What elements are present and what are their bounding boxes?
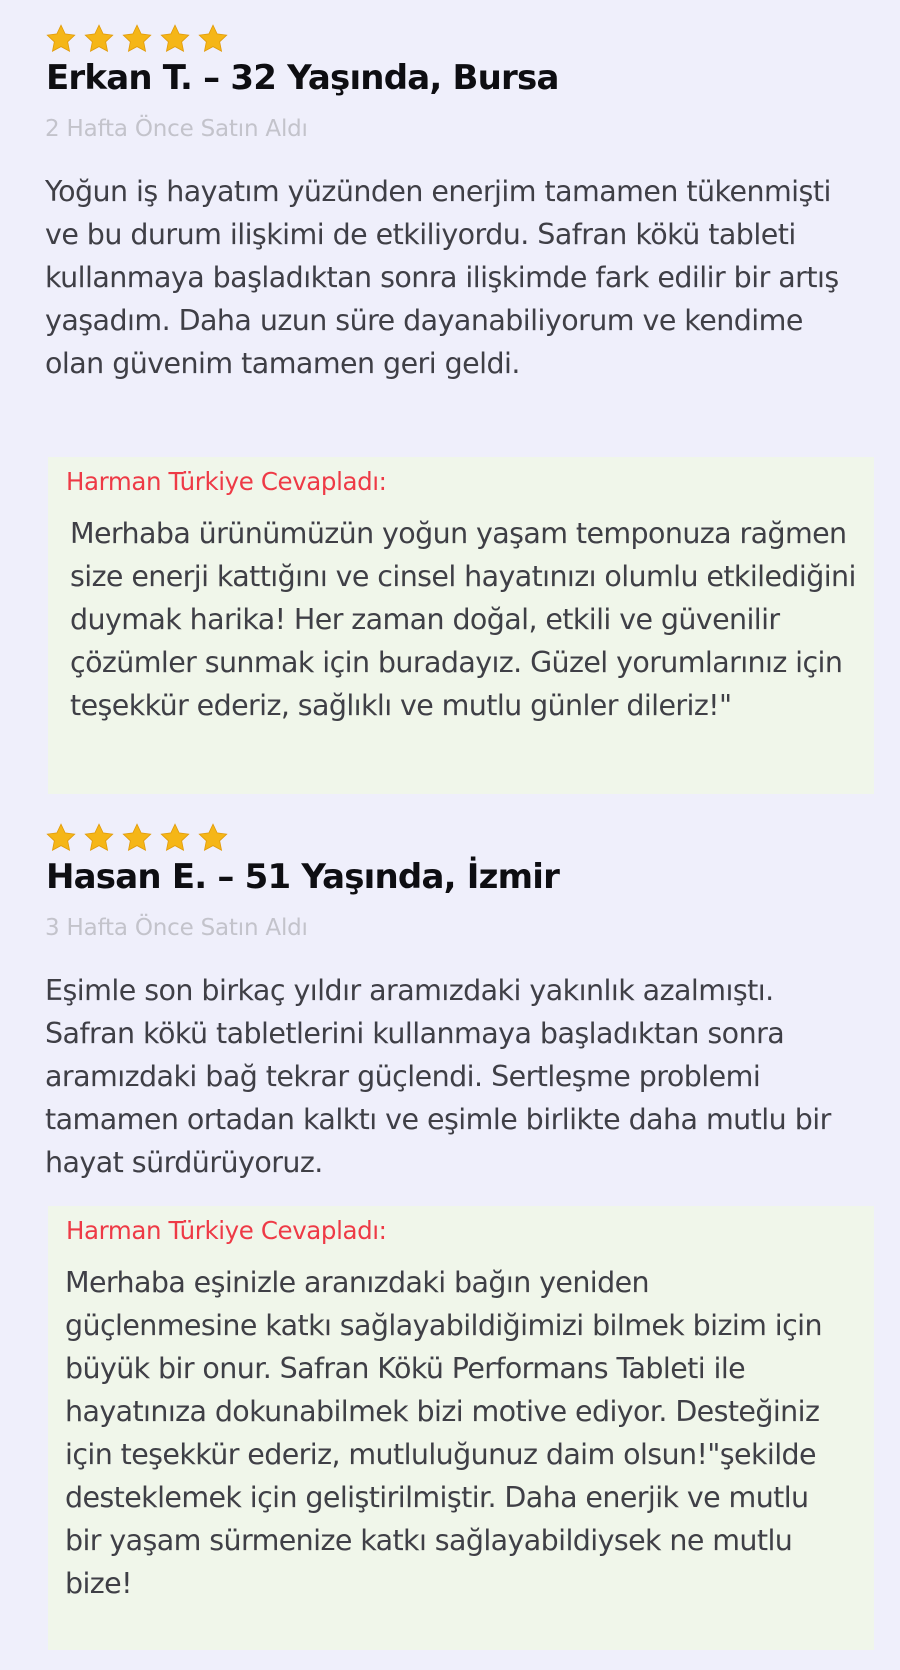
- review-text: Eşimle son birkaç yıldır aramızdaki yakınlık azalmıştı. Safran kökü tabletlerini kullanmaya başladıktan sonra aramızdaki bağ tekrar güçlendi. Sertleşme problemi tamamen ortadan kalktı ve eşimle birlikte daha mutlu bir hayat sürdürüyoruz.: [45, 974, 831, 1179]
- purchase-time: 3 Hafta Önce Satın Aldı: [45, 915, 308, 941]
- star-rating: [45, 822, 229, 854]
- star-icon: [83, 822, 115, 854]
- reply-label: Harman Türkiye Cevapladı:: [66, 467, 387, 496]
- star-icon: [121, 23, 153, 55]
- reply-label: Harman Türkiye Cevapladı:: [66, 1216, 387, 1245]
- seller-reply: [48, 1206, 874, 1650]
- reply-text: Merhaba eşinizle aranızdaki bağın yeniden güçlenmesine katkı sağlayabildiğimizi bilmek bizim için büyük bir onur. Safran Kökü Performans Tableti ile hayatınıza dokunabilmek bizi motive ediyor. Desteğiniz için teşekkür ederiz, mutluluğunuz daim olsun!"şekilde desteklemek için geliştirilmiştir. Daha enerjik ve mutlu bir yaşam sürmenize katkı sağlayabildiysek ne mutlu bize!: [65, 1266, 822, 1600]
- review-text: Yoğun iş hayatım yüzünden enerjim tamamen tükenmişti ve bu durum ilişkimi de etkiliyordu. Safran kökü tableti kullanmaya başladıktan sonra ilişkimde fark edilir bir artış yaşadım. Daha uzun süre dayanabiliyorum ve kendime olan güvenim tamamen geri geldi.: [45, 175, 839, 380]
- star-icon: [197, 23, 229, 55]
- star-icon: [159, 23, 191, 55]
- star-icon: [83, 23, 115, 55]
- star-icon: [121, 822, 153, 854]
- star-icon: [197, 822, 229, 854]
- star-icon: [159, 822, 191, 854]
- star-icon: [45, 822, 77, 854]
- star-rating: [45, 23, 229, 55]
- star-icon: [45, 23, 77, 55]
- reviewer-name: Erkan T. – 32 Yaşında, Bursa: [46, 58, 559, 98]
- purchase-time: 2 Hafta Önce Satın Aldı: [45, 116, 308, 142]
- reviewer-name: Hasan E. – 51 Yaşında, İzmir: [46, 857, 560, 897]
- seller-reply: [48, 457, 874, 794]
- reply-text: Merhaba ürünümüzün yoğun yaşam temponuza rağmen size enerji kattığını ve cinsel hayatınızı olumlu etkilediğini duymak harika! Her zaman doğal, etkili ve güvenilir çözümler sunmak için buradayız. Güzel yorumlarınız için teşekkür ederiz, sağlıklı ve mutlu günler dileriz!": [70, 517, 856, 722]
